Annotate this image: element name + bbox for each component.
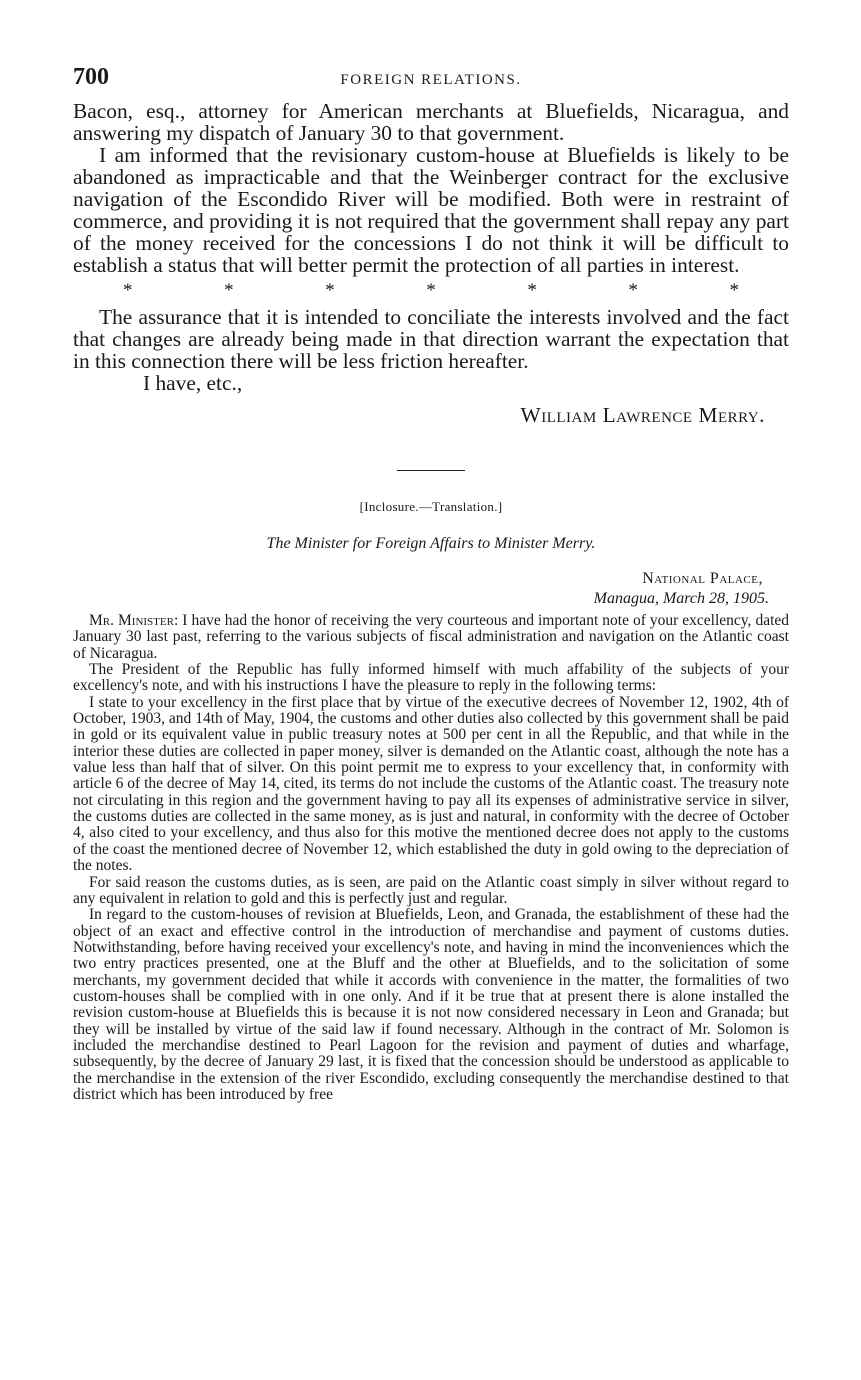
- salutation: Mr. Minister:: [89, 612, 179, 629]
- letter-date: Managua, March 28, 1905.: [593, 590, 769, 607]
- star: *: [527, 280, 537, 301]
- signature: William Lawrence Merry.: [520, 403, 765, 427]
- ellipsis-stars: [73, 276, 789, 306]
- section-divider: [397, 470, 465, 471]
- dispatch-paragraph: Bacon, esq., attorney for American merchants at Bluefields, Nicaragua, and answering my dispatch of January 30 to that government.: [73, 99, 789, 145]
- document-page: [73, 60, 789, 1103]
- running-head: FOREIGN RELATIONS.: [340, 72, 522, 88]
- dispatch-body: [73, 100, 789, 276]
- dispatch-body-continued: [73, 306, 789, 372]
- dispatch-paragraph: The assurance that it is intended to conciliate the interests involved and the fact that changes are already being made in that direction warrant the expectation that in this connection there will be less friction hereafter.: [73, 305, 789, 373]
- letter-paragraph: In regard to the custom-houses of revision at Bluefields, Leon, and Granada, the establishment of these had the object of an exact and effective control in the introduction of merchandise and payment of customs duties. Notwithstanding, before having received your excellency's note, and having in mind the inconveniences which the two entry practices presented, one at the Bluff and the other at Bluefields, and to the solicitation of some merchants, my government decided that while it accords with convenience in the matter, the formalities of two custom-houses shall be complied with in one only. And if it be true that at present there is alone installed the revision custom-house at Bluefields this is because it is not now considered necessary in Leon and Granada; but they will be installed by virtue of the said law if found necessary. Although in the contract of Mr. Solomon is included the merchandise destined to Pearl Lagoon for the revision and payment of duties and wharfage, subsequently, by the decree of January 29 last, it is fixed that the concession should be understood as applicable to the merchandise in the extension of the river Escondido, excluding consequently the merchandise destined to that district which has been introduced by free: [73, 906, 789, 1103]
- letter-paragraph-text: I have had the honor of receiving the very courteous and important note of your excellency, dated January 30 last past, referring to the various subjects of fiscal administration and navigation on the Atlantic coast of Nicaragua.: [73, 612, 790, 662]
- page-number: 700: [73, 64, 109, 90]
- closing: I have, etc.,: [143, 371, 243, 395]
- star: *: [426, 280, 436, 301]
- letter-paragraph: For said reason the customs duties, as is seen, are paid on the Atlantic coast simply in silver without regard to any equivalent in relation to gold and this is perfectly just and regular.: [73, 873, 789, 907]
- inclosure-note: [Inclosure.—Translation.]: [359, 499, 503, 514]
- letter-place: National Palace,: [642, 570, 763, 587]
- letter-title: The Minister for Foreign Affairs to Minister Merry.: [266, 535, 596, 552]
- letter-paragraph: The President of the Republic has fully informed himself with much affability of the subjects of your excellency's note, and with his instructions I have the pleasure to reply in the following terms:: [73, 661, 789, 695]
- letter-paragraph: [73, 613, 789, 662]
- star: *: [224, 280, 234, 301]
- letter-body: [73, 613, 789, 1103]
- letter-paragraph: I state to your excellency in the first place that by virtue of the executive decrees of November 12, 1902, 4th of October, 1903, and 14th of May, 1904, the customs and other duties also collected by this government shall be paid in gold or its equivalent value in public treasury notes at 500 per cent in all the Republic, and that while in the interior these duties are collected in paper money, silver is demanded on the Atlantic coast, although the note has a value less than half that of silver. On this point permit me to express to your excellency that, in conformity with article 6 of the decree of May 14, cited, its terms do not include the customs of the Atlantic coast. The treasury note not circulating in this region and the government having to pay all its expenses of administrative service in silver, the customs duties are collected in the same money, as is just and natural, in conformity with the decree of October 4, also cited to your excellency, and thus also for this motive the mentioned decree does not apply to the customs of the coast the mentioned decree of November 12, which established the duty in gold owing to the depreciation of the notes.: [73, 693, 789, 875]
- star: *: [325, 280, 335, 301]
- star: *: [729, 280, 739, 301]
- dispatch-paragraph: I am informed that the revisionary custom-house at Bluefields is likely to be abandoned as impracticable and that the Weinberger contract for the exclusive navigation of the Escondido River will be modified. Both were in restraint of commerce, and providing it is not required that the government shall repay any part of the money received for the concessions I do not think it will be difficult to establish a status that will better permit the protection of all parties in interest.: [73, 143, 789, 277]
- star: *: [628, 280, 638, 301]
- page-header: [73, 60, 789, 100]
- star: *: [123, 280, 133, 301]
- letter-dateline: [73, 569, 789, 609]
